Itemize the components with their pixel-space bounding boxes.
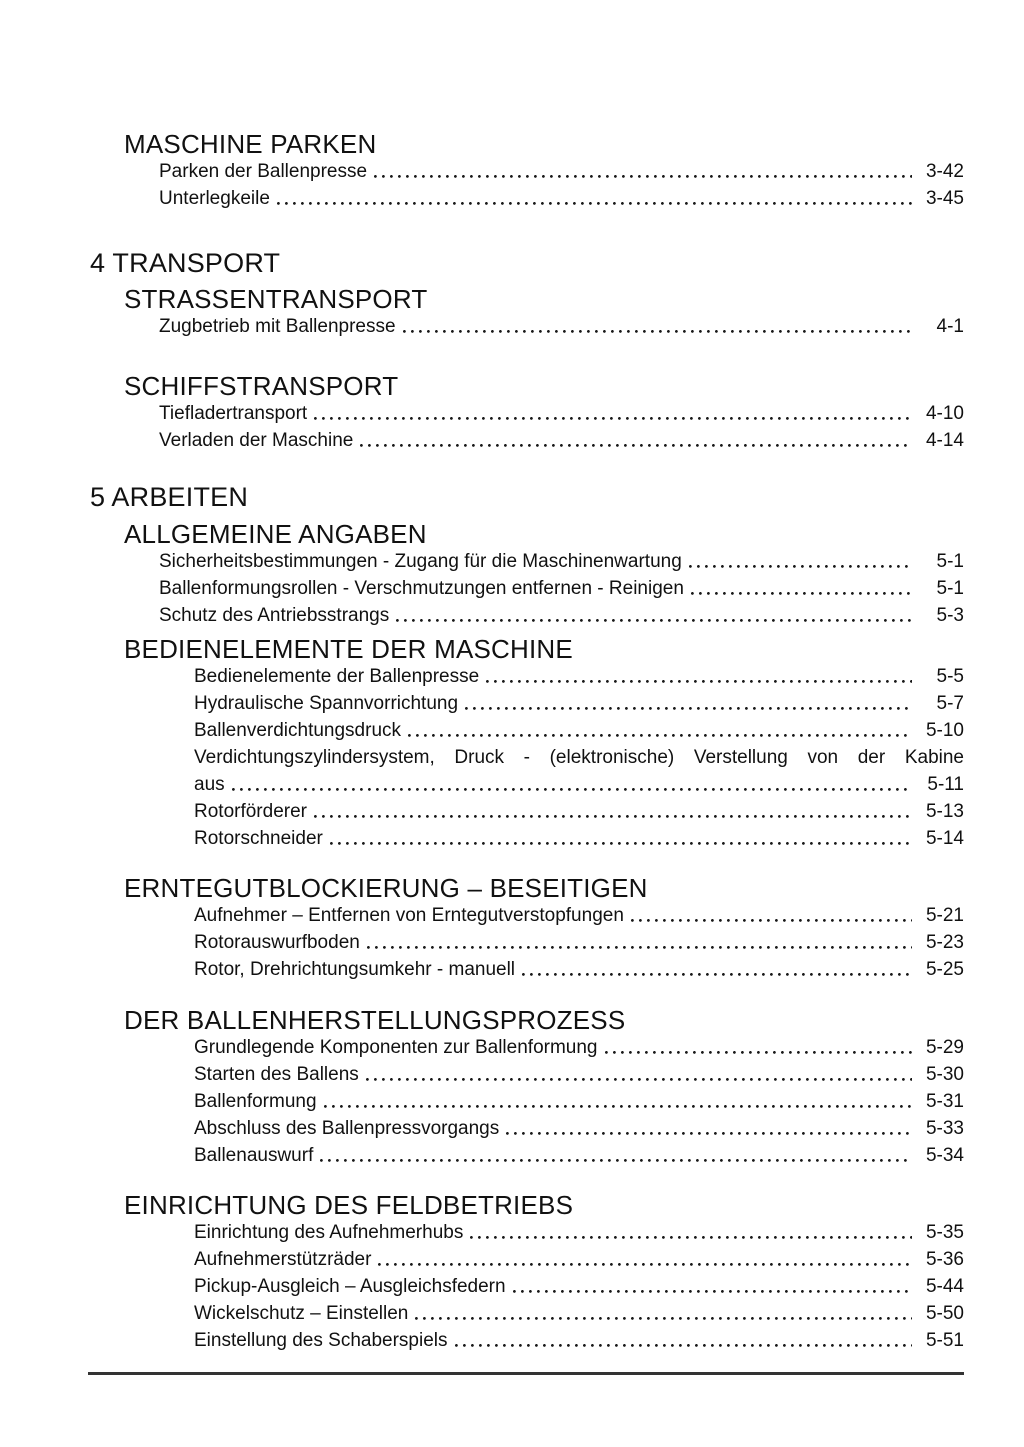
section-heading: BEDIENELEMENTE DER MASCHINE bbox=[124, 634, 573, 664]
dotted-leader bbox=[455, 1344, 913, 1348]
toc-entry bbox=[194, 1246, 964, 1273]
chapter-heading: 4 TRANSPORT bbox=[90, 248, 281, 278]
toc-entry bbox=[194, 902, 964, 929]
toc-entry-overflow-line: Verdichtungszylindersystem, Druck - (elektronische) Verstellung von der Kabine bbox=[194, 747, 964, 768]
toc-entry-title: Starten des Ballens bbox=[194, 1064, 359, 1085]
toc-entry-title: Schutz des Antriebsstrangs bbox=[159, 605, 390, 626]
toc-entry-page: 5-23 bbox=[925, 932, 964, 953]
toc-entry-title: Verladen der Maschine bbox=[159, 430, 354, 451]
footer-rule bbox=[88, 1372, 964, 1375]
toc-entry-title: Rotorschneider bbox=[194, 828, 323, 849]
toc-entry-title: Hydraulische Spannvorrichtung bbox=[194, 693, 459, 714]
toc-entry-title: Tiefladertransport bbox=[159, 403, 308, 424]
section-heading: STRASSENTRANSPORT bbox=[124, 284, 428, 314]
toc-entry bbox=[159, 548, 964, 575]
toc-entry-page: 5-30 bbox=[925, 1064, 964, 1085]
toc-entry-title: Ballenformungsrollen - Verschmutzungen entfernen - Reinigen bbox=[159, 578, 684, 599]
toc-entry bbox=[159, 427, 964, 454]
toc-section bbox=[90, 635, 964, 852]
dotted-leader bbox=[314, 417, 912, 421]
toc-entry-page: 4-10 bbox=[925, 403, 964, 424]
toc-entry-page: 5-7 bbox=[936, 693, 964, 714]
toc-entry-title: Rotorförderer bbox=[194, 801, 307, 822]
toc-entry bbox=[194, 798, 964, 825]
dotted-leader bbox=[366, 1078, 912, 1082]
section-heading: DER BALLENHERSTELLUNGSPROZESS bbox=[124, 1005, 626, 1035]
dotted-leader bbox=[513, 1290, 912, 1294]
toc-entry-title: Ballenauswurf bbox=[194, 1145, 314, 1166]
toc-entry-title: Unterlegkeile bbox=[159, 188, 270, 209]
dotted-leader bbox=[360, 444, 912, 448]
toc-entry-list bbox=[90, 548, 964, 629]
toc-entry-page: 4-14 bbox=[925, 430, 964, 451]
dotted-leader bbox=[506, 1132, 912, 1136]
toc-entry-page: 5-35 bbox=[925, 1222, 964, 1243]
toc-entry-page: 5-33 bbox=[925, 1118, 964, 1139]
toc-entry-page: 5-50 bbox=[925, 1303, 964, 1324]
toc-entry-title: Abschluss des Ballenpressvorgangs bbox=[194, 1118, 500, 1139]
toc-entry-page: 4-1 bbox=[936, 316, 964, 337]
dotted-leader bbox=[465, 707, 912, 711]
section-heading: MASCHINE PARKEN bbox=[124, 129, 377, 159]
dotted-leader bbox=[605, 1051, 913, 1055]
toc-entry-page: 5-51 bbox=[925, 1330, 964, 1351]
toc-entry-title: Aufnehmerstützräder bbox=[194, 1249, 372, 1270]
toc-section bbox=[90, 130, 964, 212]
toc-entry-title: Wickelschutz – Einstellen bbox=[194, 1303, 409, 1324]
dotted-leader bbox=[232, 788, 912, 792]
toc-entry-title: Bedienelemente der Ballenpresse bbox=[194, 666, 480, 687]
toc-section bbox=[90, 1006, 964, 1169]
toc-entry-page: 5-34 bbox=[925, 1145, 964, 1166]
toc-entry-page: 5-44 bbox=[925, 1276, 964, 1297]
dotted-leader bbox=[689, 565, 912, 569]
dotted-leader bbox=[631, 919, 912, 923]
dotted-leader bbox=[691, 592, 912, 596]
dotted-leader bbox=[314, 815, 912, 819]
toc-entry-title: Einstellung des Schaberspiels bbox=[194, 1330, 448, 1351]
toc-entry bbox=[159, 575, 964, 602]
toc-entry-page: 5-3 bbox=[936, 605, 964, 626]
toc-entry bbox=[159, 602, 964, 629]
toc-entry bbox=[194, 1034, 964, 1061]
toc-entry-page: 5-25 bbox=[925, 959, 964, 980]
toc-entry-title: aus bbox=[194, 774, 225, 795]
toc-entry bbox=[194, 717, 964, 744]
toc-chapter bbox=[90, 248, 964, 278]
toc-entry-page: 5-36 bbox=[925, 1249, 964, 1270]
dotted-leader bbox=[320, 1159, 912, 1163]
toc-entry bbox=[194, 1061, 964, 1088]
dotted-leader bbox=[396, 619, 912, 623]
toc-entry bbox=[159, 158, 964, 185]
dotted-leader bbox=[367, 946, 912, 950]
toc-section bbox=[90, 520, 964, 629]
toc-sections bbox=[90, 130, 964, 1354]
toc-section bbox=[90, 285, 964, 340]
toc-entry bbox=[194, 1327, 964, 1354]
section-heading: ALLGEMEINE ANGABEN bbox=[124, 519, 427, 549]
toc-entry-page: 5-14 bbox=[925, 828, 964, 849]
toc-entry bbox=[194, 690, 964, 717]
toc-entry-title: Rotorauswurfboden bbox=[194, 932, 360, 953]
toc-entry-list bbox=[90, 663, 964, 852]
toc-entry-page: 5-1 bbox=[936, 578, 964, 599]
toc-entry-page: 5-1 bbox=[936, 551, 964, 572]
toc-entry-list bbox=[90, 158, 964, 212]
toc-entry-title: Pickup-Ausgleich – Ausgleichsfedern bbox=[194, 1276, 506, 1297]
toc-entry bbox=[194, 1219, 964, 1246]
toc-entry-page: 5-21 bbox=[925, 905, 964, 926]
toc-entry bbox=[159, 185, 964, 212]
dotted-leader bbox=[415, 1317, 912, 1321]
toc-section bbox=[90, 372, 964, 454]
dotted-leader bbox=[378, 1263, 912, 1267]
toc-entry-title: Ballenformung bbox=[194, 1091, 317, 1112]
toc-entry bbox=[194, 771, 964, 798]
toc-entry-list bbox=[90, 1034, 964, 1169]
toc-entry-title: Einrichtung des Aufnehmerhubs bbox=[194, 1222, 464, 1243]
toc-entry-page: 5-29 bbox=[925, 1037, 964, 1058]
toc-entry bbox=[194, 1142, 964, 1169]
toc-entry-list bbox=[90, 1219, 964, 1354]
section-heading: ERNTEGUTBLOCKIERUNG – BESEITIGEN bbox=[124, 873, 648, 903]
toc-entry-title: Ballenverdichtungsdruck bbox=[194, 720, 402, 741]
toc-entry bbox=[159, 313, 964, 340]
toc-section bbox=[90, 874, 964, 983]
toc-entry-page: 5-11 bbox=[927, 774, 964, 795]
toc-entry-page: 5-31 bbox=[925, 1091, 964, 1112]
toc-entry bbox=[194, 1088, 964, 1115]
toc-entry-title: Sicherheitsbestimmungen - Zugang für die Maschinenwartung bbox=[159, 551, 682, 572]
dotted-leader bbox=[324, 1105, 912, 1109]
toc-entry bbox=[194, 1300, 964, 1327]
toc-entry bbox=[194, 1115, 964, 1142]
dotted-leader bbox=[277, 202, 912, 206]
toc-entry-title: Rotor, Drehrichtungsumkehr - manuell bbox=[194, 959, 516, 980]
dotted-leader bbox=[330, 842, 912, 846]
toc-entry bbox=[194, 956, 964, 983]
section-heading: EINRICHTUNG DES FELDBETRIEBS bbox=[124, 1190, 574, 1220]
toc-entry-page: 5-10 bbox=[925, 720, 964, 741]
toc-entry bbox=[194, 929, 964, 956]
chapter-heading: 5 ARBEITEN bbox=[90, 482, 249, 512]
toc-entry-title: Zugbetrieb mit Ballenpresse bbox=[159, 316, 396, 337]
toc-entry-list bbox=[90, 313, 964, 340]
dotted-leader bbox=[408, 734, 912, 738]
toc-entry-page: 3-42 bbox=[925, 161, 964, 182]
toc-entry-list bbox=[90, 400, 964, 454]
toc-entry-title: Grundlegende Komponenten zur Ballenformung bbox=[194, 1037, 598, 1058]
section-heading: SCHIFFSTRANSPORT bbox=[124, 371, 399, 401]
dotted-leader bbox=[403, 330, 912, 334]
toc-entry-list bbox=[90, 902, 964, 983]
dotted-leader bbox=[486, 680, 912, 684]
toc-entry-page: 3-45 bbox=[925, 188, 964, 209]
toc-entry bbox=[194, 1273, 964, 1300]
dotted-leader bbox=[522, 973, 912, 977]
toc-entry bbox=[194, 663, 964, 690]
toc-section bbox=[90, 1191, 964, 1354]
dotted-leader bbox=[374, 175, 912, 179]
toc-entry bbox=[194, 825, 964, 852]
dotted-leader bbox=[470, 1236, 912, 1240]
toc-entry-page: 5-13 bbox=[925, 801, 964, 822]
toc-chapter bbox=[90, 482, 964, 512]
toc-entry-page: 5-5 bbox=[936, 666, 964, 687]
toc-entry-title: Parken der Ballenpresse bbox=[159, 161, 368, 182]
toc-entry bbox=[159, 400, 964, 427]
toc-entry-title: Aufnehmer – Entfernen von Erntegutverstopfungen bbox=[194, 905, 624, 926]
